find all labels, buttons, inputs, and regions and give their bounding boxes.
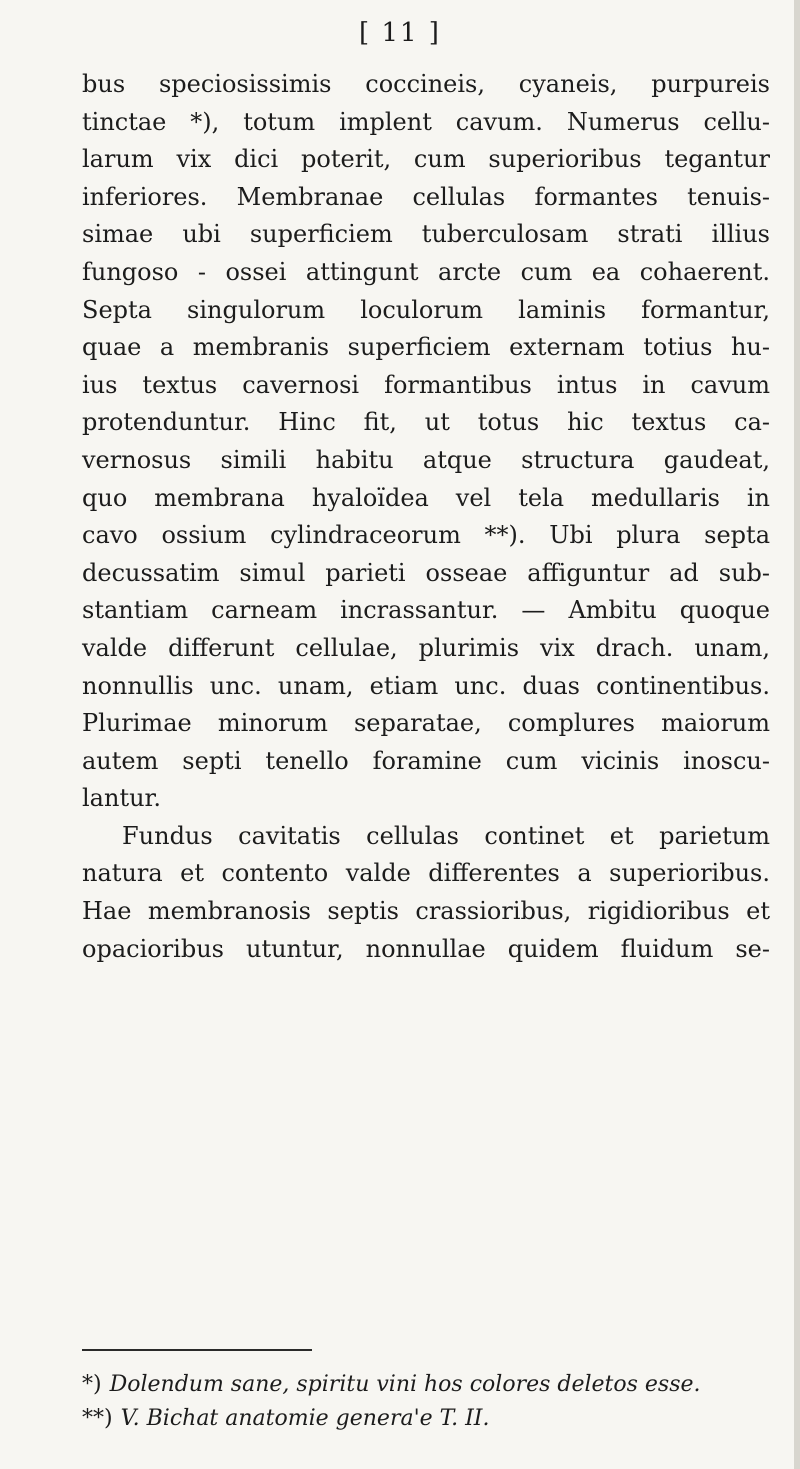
text-line: protenduntur. Hinc fit, ut totus hic textus ca- [82, 408, 770, 437]
text-line: stantiam carneam incrassantur. — Ambitu quoque [82, 596, 770, 625]
text-line: Plurimae minorum separatae, complures maiorum [82, 709, 770, 738]
page-number: [ 11 ] [359, 18, 441, 48]
paragraph-end-line: lantur. [82, 784, 162, 813]
text-line: tinctae *), totum implent cavum. Numerus cellu- [82, 107, 770, 136]
footnote-rule [82, 1349, 312, 1351]
text-line: valde differunt cellulae, plurimis vix drach. unam, [82, 633, 770, 662]
footnote-text: Dolendum sane, spiritu vini hos colores deletos esse. [109, 1372, 701, 1397]
text-line: opacioribus utuntur, nonnullae quidem fluidum se- [82, 934, 770, 963]
text-line: autem septi tenello foramine cum vicinis inoscu- [82, 746, 770, 775]
text-line: fungoso - ossei attingunt arcte cum ea cohaerent. [82, 257, 770, 286]
text-line: quae a membranis superficiem externam totius hu- [82, 333, 770, 362]
text-line: natura et contento valde differentes a superioribus. [82, 859, 770, 888]
text-line: inferiores. Membranae cellulas formantes tenuis- [82, 182, 770, 211]
text-line: nonnullis unc. unam, etiam unc. duas continentibus. [82, 671, 770, 700]
paragraph-start-line: Fundus cavitatis cellulas continet et parietum [122, 821, 770, 850]
footnote-mark: **) [82, 1406, 113, 1431]
text-line: vernosus simili habitu atque structura gaudeat, [82, 445, 770, 474]
text-line: bus speciosissimis coccineis, cyaneis, purpureis [82, 70, 770, 98]
footnotes [82, 1368, 770, 1436]
text-line: quo membrana hyaloïdea vel tela medullaris in [82, 483, 770, 512]
footnote-mark: *) [82, 1372, 102, 1397]
body-text [82, 66, 770, 968]
text-line: simae ubi superficiem tuberculosam strati illius [82, 220, 770, 249]
text-line: Septa singulorum loculorum laminis formantur, [82, 295, 770, 324]
footnote [82, 1402, 770, 1436]
text-line: ius textus cavernosi formantibus intus in cavum [82, 370, 770, 399]
text-line: larum vix dici poterit, cum superioribus tegantur [82, 145, 770, 174]
footnote [82, 1368, 770, 1402]
footnote-text: V. Bichat anatomie genera'e T. II. [120, 1406, 490, 1431]
text-line: cavo ossium cylindraceorum **). Ubi plura septa [82, 521, 770, 550]
text-line: Hae membranosis septis crassioribus, rigidioribus et [82, 897, 770, 926]
text-line: decussatim simul parieti osseae affiguntur ad sub- [82, 558, 770, 587]
page-edge [794, 0, 800, 1469]
